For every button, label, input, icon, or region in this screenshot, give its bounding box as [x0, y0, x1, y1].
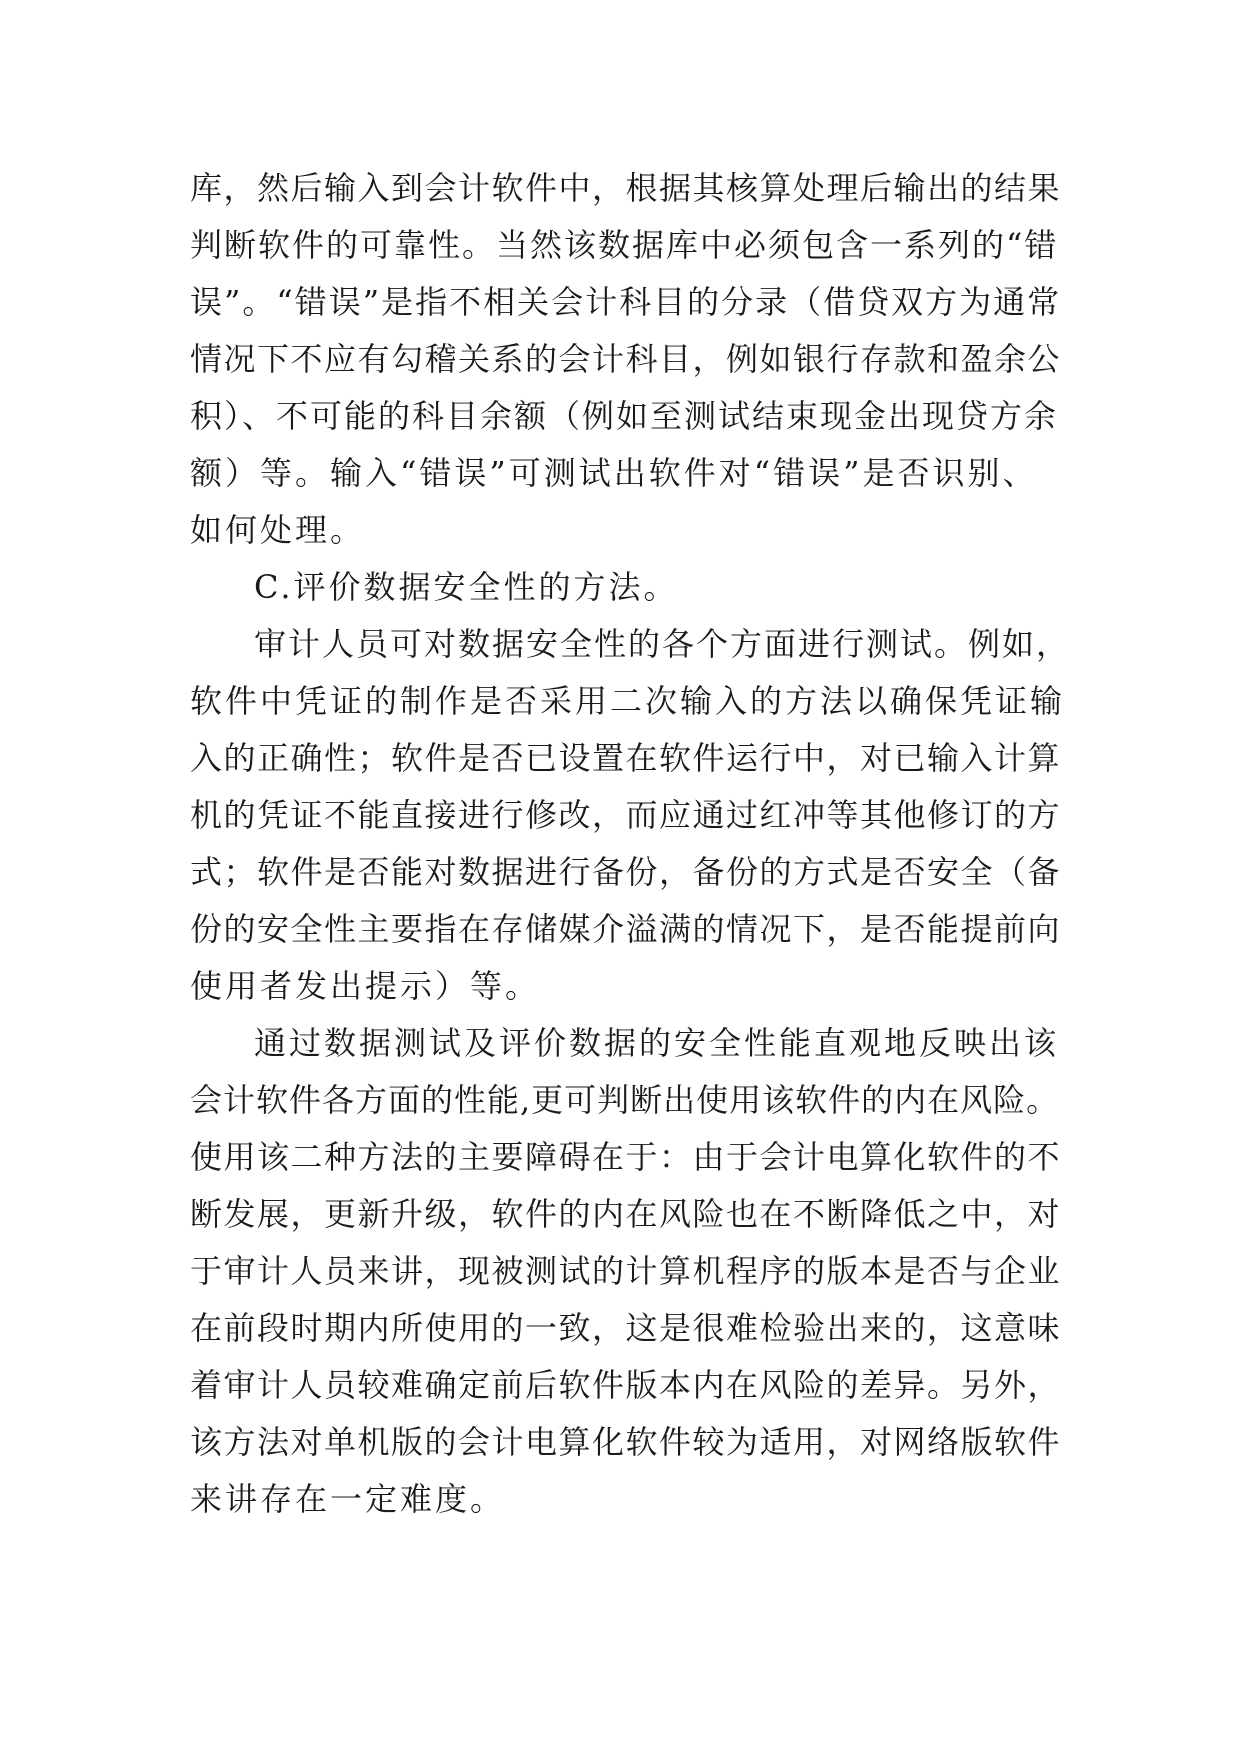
text-line: 该方法对单机版的会计电算化软件较为适用，对网络版软件 [190, 1423, 1062, 1461]
text-line: 误”。“错误”是指不相关会计科目的分录（借贷双方为通常 [190, 283, 1062, 321]
text-line: 机的凭证不能直接进行修改，而应通过红冲等其他修订的方 [190, 796, 1062, 834]
paragraph-first-line: 通过数据测试及评价数据的安全性能直观地反映出该 [254, 1024, 1060, 1062]
text-line: 来讲存在一定难度。 [190, 1480, 506, 1518]
text-line: 在前段时期内所使用的一致，这是很难检验出来的，这意味 [190, 1309, 1062, 1347]
text-line: 式；软件是否能对数据进行备份，备份的方式是否安全（备 [190, 853, 1062, 891]
text-line: 会计软件各方面的性能,更可判断出使用该软件的内在风险。 [190, 1081, 1060, 1119]
text-line: 入的正确性；软件是否已设置在软件运行中，对已输入计算 [190, 739, 1062, 777]
text-line: 使用该二种方法的主要障碍在于：由于会计电算化软件的不 [190, 1138, 1062, 1176]
text-line: 如何处理。 [190, 511, 366, 549]
text-line: 情况下不应有勾稽关系的会计科目，例如银行存款和盈余公 [190, 340, 1062, 378]
text-line: 份的安全性主要指在存储媒介溢满的情况下，是否能提前向 [190, 910, 1062, 948]
text-line: 使用者发出提示）等。 [190, 967, 541, 1005]
text-line: 额）等。输入“错误”可测试出软件对“错误”是否识别、 [190, 454, 1038, 492]
text-line: 判断软件的可靠性。当然该数据库中必须包含一系列的“错 [190, 226, 1059, 264]
paragraph-first-line: 审计人员可对数据安全性的各个方面进行测试。例如， [254, 625, 1071, 663]
section-heading: C.评价数据安全性的方法。 [254, 568, 679, 606]
text-line: 断发展，更新升级，软件的内在风险也在不断降低之中，对 [190, 1195, 1062, 1233]
text-line: 库，然后输入到会计软件中，根据其核算处理后输出的结果 [190, 169, 1062, 207]
text-line: 着审计人员较难确定前后软件版本内在风险的差异。另外， [190, 1366, 1062, 1404]
text-line: 于审计人员来讲，现被测试的计算机程序的版本是否与企业 [190, 1252, 1062, 1290]
document-body [190, 160, 1070, 1528]
text-line: 软件中凭证的制作是否采用二次输入的方法以确保凭证输 [190, 682, 1066, 720]
text-line: 积）、不可能的科目余额（例如至测试结束现金出现贷方余 [190, 397, 1059, 435]
